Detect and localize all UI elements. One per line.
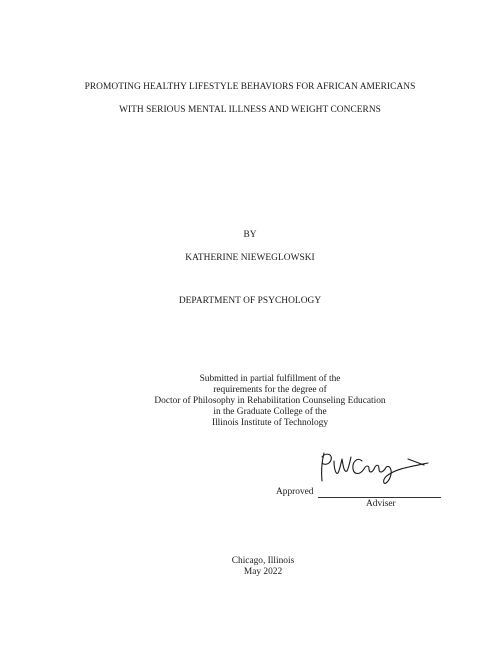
submission-line: Doctor of Philosophy in Rehabilitation Counseling Education bbox=[154, 396, 386, 406]
title-line-1: PROMOTING HEALTHY LIFESTYLE BEHAVIORS FOR AFRICAN AMERICANS bbox=[84, 82, 416, 92]
submission-line: requirements for the degree of bbox=[213, 385, 327, 395]
adviser-label: Adviser bbox=[366, 499, 396, 509]
submission-statement bbox=[0, 374, 500, 429]
title-line-2: WITH SERIOUS MENTAL ILLNESS AND WEIGHT CONCERNS bbox=[119, 105, 381, 115]
by-label: BY bbox=[243, 230, 257, 240]
footer bbox=[0, 556, 500, 578]
submission-line: in the Graduate College of the bbox=[213, 407, 327, 417]
submission-line: Submitted in partial fulfillment of the bbox=[199, 374, 341, 384]
signature-line bbox=[318, 497, 441, 498]
submission-line: Illinois Institute of Technology bbox=[211, 418, 329, 428]
department: DEPARTMENT OF PSYCHOLOGY bbox=[178, 296, 322, 306]
date: May 2022 bbox=[243, 567, 283, 577]
author-name: KATHERINE NIEWEGLOWSKI bbox=[185, 253, 315, 263]
location: Chicago, Illinois bbox=[231, 556, 295, 566]
approved-label: Approved bbox=[276, 487, 314, 497]
adviser-signature bbox=[316, 449, 434, 487]
